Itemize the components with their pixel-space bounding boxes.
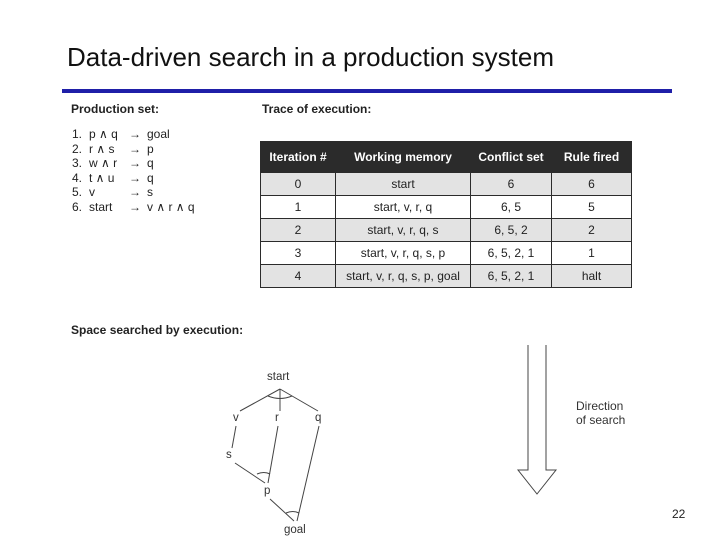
column-header: Conflict set: [471, 142, 552, 173]
node-r: r: [275, 412, 279, 424]
edge-r-p: [268, 426, 278, 483]
table-cell: 3: [261, 242, 336, 265]
rule-condition: start: [89, 199, 113, 214]
rule-condition: r ∧ s: [89, 141, 115, 156]
rule-number: 1.: [72, 127, 83, 141]
table-cell: 6, 5, 2, 1: [471, 242, 552, 265]
rule-action: s: [147, 185, 153, 200]
rule-number: 4.: [72, 170, 83, 185]
table-cell: 6, 5, 2, 1: [471, 265, 552, 288]
rule-action: goal: [147, 127, 170, 141]
space-searched-label: Space searched by execution:: [71, 323, 244, 337]
edge-start-q: [280, 389, 318, 411]
table-cell: 6: [471, 173, 552, 196]
table-cell: 5: [552, 196, 632, 219]
rule-action: v ∧ r ∧ q: [147, 199, 195, 214]
direction-arrow-icon: [518, 345, 556, 494]
rule-number: 5.: [72, 185, 83, 200]
node-p: p: [264, 485, 271, 497]
table-cell: start, v, r, q, s, p: [336, 242, 471, 265]
slide-title: Data-driven search in a production system: [67, 42, 555, 72]
rule-condition: p ∧ q: [89, 127, 118, 141]
page-number: 22: [672, 507, 686, 521]
table-cell: start: [336, 173, 471, 196]
rule-action: q: [147, 156, 154, 171]
table-cell: halt: [552, 265, 632, 288]
direction-label: [576, 399, 625, 427]
table-cell: start, v, r, q, s: [336, 219, 471, 242]
direction-line1: Direction: [576, 399, 624, 413]
direction-line2: of search: [576, 413, 626, 427]
and-arc-goal: [286, 512, 299, 514]
node-start: start: [267, 371, 290, 383]
table-cell: start, v, r, q: [336, 196, 471, 219]
rule-number: 3.: [72, 156, 83, 171]
edge-v-s: [232, 426, 236, 448]
arrow-icon: →: [129, 185, 141, 200]
table-cell: 2: [261, 219, 336, 242]
node-q: q: [315, 412, 322, 424]
table-cell: 1: [552, 242, 632, 265]
arrow-icon: →: [129, 199, 141, 214]
arrow-icon: →: [129, 127, 141, 141]
table-cell: start, v, r, q, s, p, goal: [336, 265, 471, 288]
table-cell: 0: [261, 173, 336, 196]
edge-p-goal: [270, 499, 294, 521]
column-header: Working memory: [336, 142, 471, 173]
edge-start-v: [240, 389, 280, 411]
node-v: v: [233, 412, 239, 424]
node-goal: goal: [284, 524, 306, 536]
node-s: s: [226, 449, 232, 461]
arrow-icon: →: [129, 156, 141, 171]
table-cell: 4: [261, 265, 336, 288]
rule-action: p: [147, 141, 154, 156]
table-cell: 6: [552, 173, 632, 196]
column-header: Iteration #: [261, 142, 336, 173]
table-cell: 2: [552, 219, 632, 242]
rule-number: 6.: [72, 199, 83, 214]
trace-label: Trace of execution:: [262, 102, 372, 116]
edge-q-goal: [297, 426, 319, 521]
column-header: Rule fired: [552, 142, 632, 173]
table-cell: 6, 5, 2: [471, 219, 552, 242]
rule-number: 2.: [72, 141, 83, 156]
rule-condition: v: [89, 185, 95, 200]
rule-action: q: [147, 170, 154, 185]
arrow-icon: →: [129, 141, 141, 156]
production-set-label: Production set:: [71, 102, 160, 116]
and-arc-p: [257, 473, 270, 475]
rule-condition: t ∧ u: [89, 170, 115, 185]
table-cell: 6, 5: [471, 196, 552, 219]
table-cell: 1: [261, 196, 336, 219]
rule-condition: w ∧ r: [89, 156, 118, 171]
arrow-icon: →: [129, 170, 141, 185]
